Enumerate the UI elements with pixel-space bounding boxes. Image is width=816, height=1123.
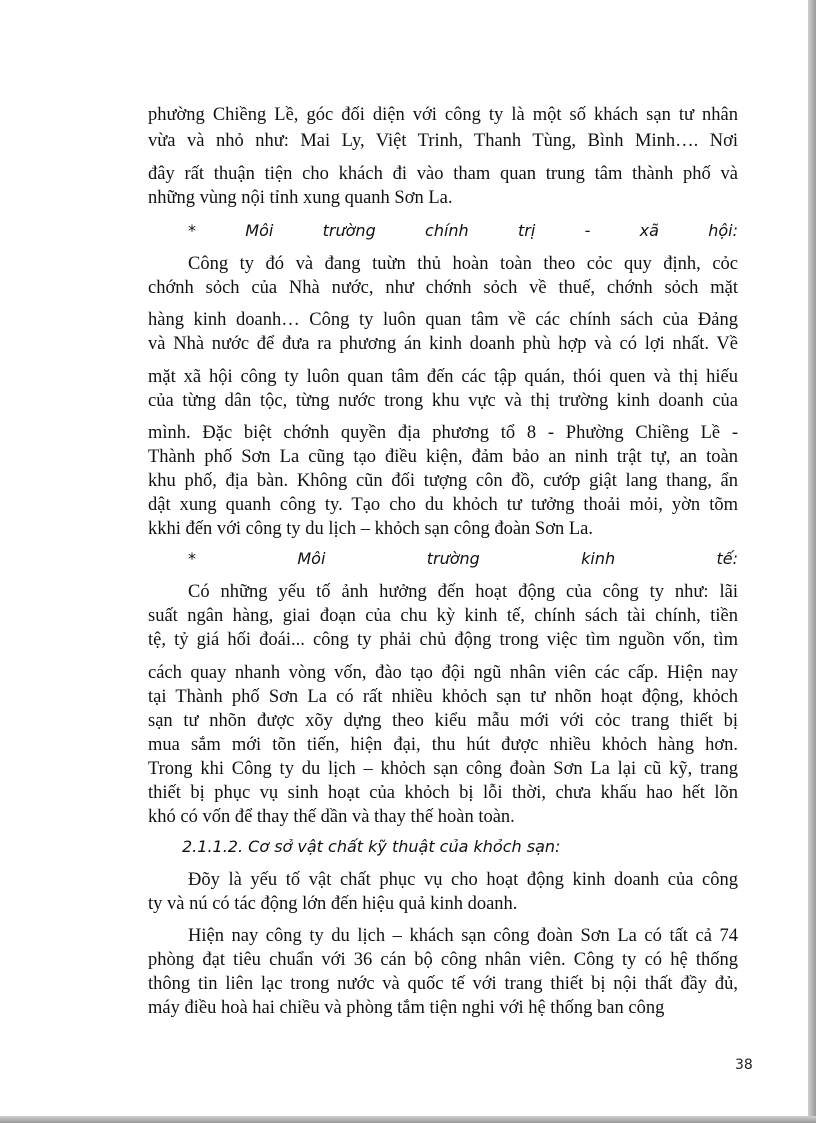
text-line: Công ty đó và đang tuừn thủ hoàn toàn theo cỏc quy định, cỏc <box>188 254 738 274</box>
text-line: Hiện nay công ty du lịch – khách sạn công đoàn Sơn La có tất cả 74 <box>188 926 738 946</box>
text-line: thiết bị phục vụ sinh hoạt của khỏch bị lỗi thời, chưa khấu hao hết lõn <box>148 783 738 803</box>
text-line: những vùng nội tỉnh xung quanh Sơn La. <box>148 188 453 208</box>
text-line: mình. Đặc biệt chớnh quyền địa phương tổ 8 - Phường Chiềng Lề - <box>148 423 738 443</box>
heading-word: kinh <box>581 549 616 568</box>
text-line: thông tin liên lạc trong nước và quốc tế với trang thiết bị nội thất đầy đủ, <box>148 974 738 994</box>
text-line: Có những yếu tố ảnh hưởng đến hoạt động của công ty như: lãi <box>188 582 738 602</box>
text-line: Đõy là yếu tố vật chất phục vụ cho hoạt động kinh doanh của công <box>188 870 738 890</box>
text-line: máy điều hoà hai chiều và phòng tắm tiện nghi với hệ thống ban công <box>148 998 665 1018</box>
text-line: tệ, tỷ giá hối đoái... công ty phải chủ động trong việc tìm nguồn vốn, tìm <box>148 630 738 650</box>
section-heading-political <box>188 220 738 242</box>
text-line: kkhi đến với công ty du lịch – khỏch sạn công đoàn Sơn La. <box>148 519 593 539</box>
text-line: phòng đạt tiêu chuẩn với 36 cán bộ công nhân viên. Công ty có hệ thống <box>148 950 738 970</box>
section-heading-economic <box>188 548 738 570</box>
heading-word: chính <box>425 221 469 240</box>
heading-word: trường <box>426 549 480 568</box>
text-line: và Nhà nước để đưa ra phương án kinh doanh phù hợp và có lợi nhất. Về <box>148 334 738 354</box>
heading-word: xã <box>639 221 659 240</box>
text-line: cách quay nhanh vòng vốn, đào tạo đội ngũ nhân viên các cấp. Hiện nay <box>148 663 738 683</box>
page-edge-shadow-bottom <box>0 1116 816 1123</box>
text-line: hàng kinh doanh… Công ty luôn quan tâm về các chính sách của Đảng <box>148 310 738 330</box>
text-line: mặt xã hội công ty luôn quan tâm đến các tập quán, thói quen và thị hiếu <box>148 367 738 387</box>
heading-word: hội: <box>708 221 738 240</box>
heading-word: Môi <box>245 221 274 240</box>
text-line: suất ngân hàng, giai đoạn của chu kỳ kinh tế, chính sách tài chính, tiền <box>148 606 738 626</box>
text-line: đây rất thuận tiện cho khách đi vào tham quan trung tâm thành phố và <box>148 164 738 184</box>
heading-word: tế: <box>716 549 739 568</box>
heading-word: trường <box>322 221 376 240</box>
page-edge-shadow <box>808 0 816 1123</box>
text-line: sạn tư nhõn được xõy dựng theo kiểu mẫu mới với cỏc trang thiết bị <box>148 711 738 731</box>
text-line: phường Chiềng Lề, góc đối diện với công ty là một số khách sạn tư nhân <box>148 105 738 125</box>
text-line: ty và nú có tác động lớn đến hiệu quả kinh doanh. <box>148 894 518 914</box>
heading-word: - <box>584 221 591 240</box>
text-line: của từng dân tộc, từng nước trong khu vực và thị trường kinh doanh của <box>148 391 738 411</box>
text-line: dật xung quanh công ty. Tạo cho du khỏch tư tưởng thoải mỏi, yờn tõm <box>148 495 738 515</box>
heading-word: Môi <box>297 549 326 568</box>
heading-word: * <box>188 549 196 568</box>
text-line: khó có vốn để thay thế dần và thay thế hoàn toàn. <box>148 807 515 827</box>
text-line: khu phố, địa bàn. Không cũn đối tượng côn đồ, cướp giật lang thang, ẩn <box>148 471 738 491</box>
text-line: Thành phố Sơn La cũng tạo điều kiện, đảm bảo an ninh trật tự, an toàn <box>148 447 738 467</box>
text-line: chớnh sỏch của Nhà nước, như chớnh sỏch về thuế, chớnh sỏch mặt <box>148 278 738 298</box>
heading-word: * <box>188 221 196 240</box>
page-number: 38 <box>735 1057 753 1073</box>
subsection-heading: 2.1.1.2. Cơ sở vật chất kỹ thuật của khỏch sạn: <box>182 837 561 856</box>
text-line: tại Thành phố Sơn La có rất nhiều khỏch sạn tư nhõn hoạt động, khỏch <box>148 687 738 707</box>
heading-word: trị <box>517 221 536 240</box>
text-line: mua sắm mới tõn tiến, hiện đại, thu hút được nhiều khỏch hàng hơn. <box>148 735 738 755</box>
text-line: vừa và nhỏ như: Mai Ly, Việt Trinh, Thanh Tùng, Bình Minh…. Nơi <box>148 131 738 151</box>
text-line: Trong khi Công ty du lịch – khỏch sạn công đoàn Sơn La lại cũ kỹ, trang <box>148 759 738 779</box>
